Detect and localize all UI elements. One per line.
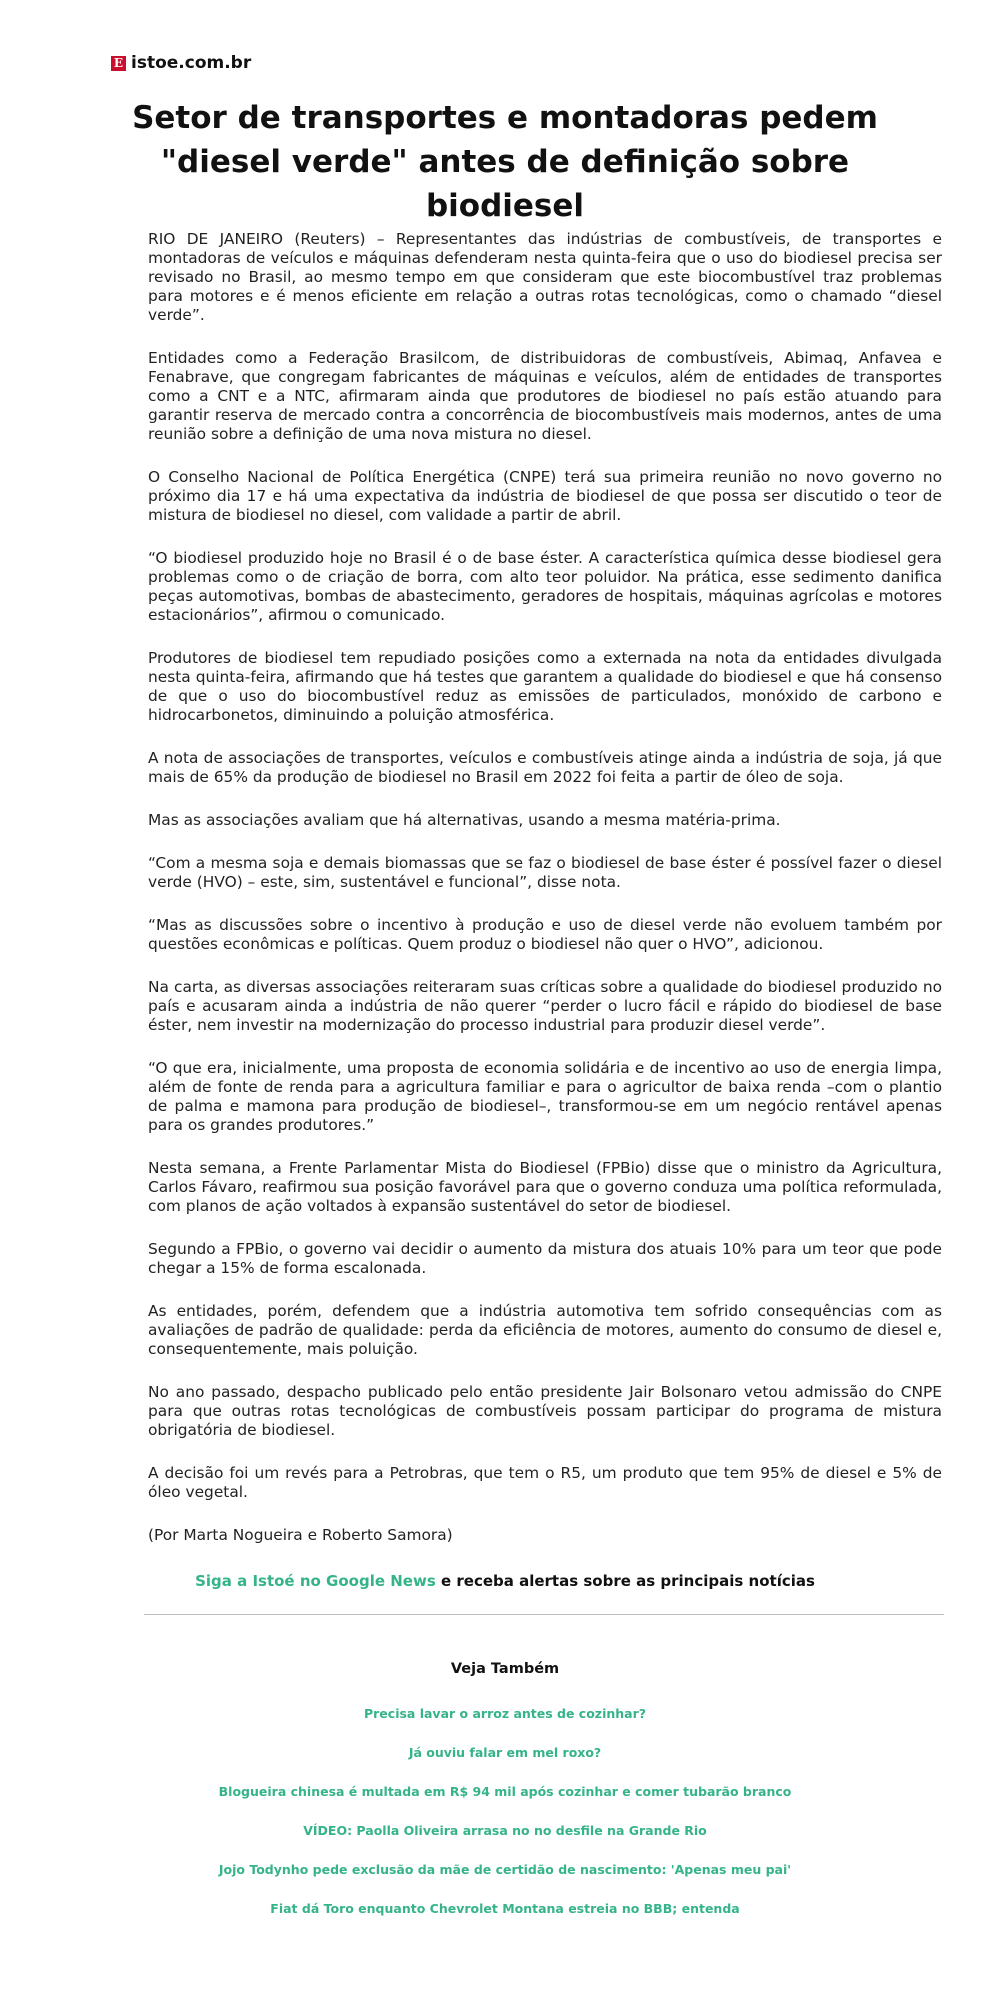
article-body bbox=[148, 230, 942, 1569]
google-news-cta bbox=[110, 1572, 900, 1590]
article-paragraph: No ano passado, despacho publicado pelo então presidente Jair Bolsonaro vetou admissão do CNPE para que outras rotas tecnológicas de combustíveis possam participar do programa de mistura obrigatória de biodiesel. bbox=[148, 1383, 942, 1439]
article-byline: (Por Marta Nogueira e Roberto Samora) bbox=[148, 1526, 453, 1544]
related-link[interactable]: VÍDEO: Paolla Oliveira arrasa no no desfile na Grande Rio bbox=[303, 1823, 707, 1838]
site-header[interactable] bbox=[111, 53, 251, 73]
related-item bbox=[110, 1781, 900, 1820]
related-link[interactable]: Fiat dá Toro enquanto Chevrolet Montana estreia no BBB; entenda bbox=[270, 1901, 740, 1916]
article-headline: Setor de transportes e montadoras pedem "diesel verde" antes de definição sobre biodiesel bbox=[132, 100, 878, 224]
related-title: Veja Também bbox=[450, 1661, 560, 1677]
article-paragraph: “O que era, inicialmente, uma proposta de economia solidária e de incentivo ao uso de energia limpa, além de fonte de renda para a agricultura familiar e para o agricultor de baixa renda –com o plantio de palma e mamona para produção de biodiesel–, transformou-se em um negócio rentável apenas para os grandes produtores.” bbox=[148, 1059, 942, 1134]
article-paragraph: “Mas as discussões sobre o incentivo à produção e uso de diesel verde não evoluem também por questões econômicas e políticas. Quem produz o biodiesel não quer o HVO”, adicionou. bbox=[148, 916, 942, 953]
related-item bbox=[110, 1898, 900, 1937]
related-link[interactable]: Precisa lavar o arroz antes de cozinhar? bbox=[363, 1706, 647, 1721]
section-divider bbox=[144, 1614, 944, 1615]
google-news-link[interactable]: Siga a Istoé no Google News bbox=[195, 1572, 436, 1590]
google-news-suffix: e receba alertas sobre as principais notícias bbox=[435, 1572, 815, 1590]
related-list bbox=[110, 1703, 900, 1937]
article-paragraph: As entidades, porém, defendem que a indústria automotiva tem sofrido consequências com as avaliações de padrão de qualidade: perda da eficiência de motores, aumento do consumo de diesel e, consequentemente, mais poluição. bbox=[148, 1302, 942, 1358]
article-paragraph: A decisão foi um revés para a Petrobras, que tem o R5, um produto que tem 95% de diesel e 5% de óleo vegetal. bbox=[148, 1464, 942, 1501]
article-paragraph: “Com a mesma soja e demais biomassas que se faz o biodiesel de base éster é possível fazer o diesel verde (HVO) – este, sim, sustentável e funcional”, disse nota. bbox=[148, 854, 942, 891]
istoe-logo-icon: E bbox=[111, 56, 126, 71]
related-link[interactable]: Já ouviu falar em mel roxo? bbox=[408, 1745, 602, 1760]
article-paragraph: Nesta semana, a Frente Parlamentar Mista do Biodiesel (FPBio) disse que o ministro da Agricultura, Carlos Fávaro, reafirmou sua posição favorável para que o governo conduza uma política reformulada, com planos de ação voltados à expansão sustentável do setor de biodiesel. bbox=[148, 1159, 942, 1215]
related-item bbox=[110, 1859, 900, 1898]
article-paragraph: Produtores de biodiesel tem repudiado posições como a externada na nota da entidades divulgada nesta quinta-feira, afirmando que há testes que garantem a qualidade do biodiesel e que há consenso de que o uso do biocombustível reduz as emissões de particulados, monóxido de carbono e hidrocarbonetos, diminuindo a poluição atmosférica. bbox=[148, 649, 942, 724]
article-paragraph: Na carta, as diversas associações reiteraram suas críticas sobre a qualidade do biodiesel produzido no país e acusaram ainda a indústria de não querer “perder o lucro fácil e rápido do biodiesel de base éster, nem investir na modernização do processo industrial para produzir diesel verde”. bbox=[148, 978, 942, 1034]
article-paragraph: “O biodiesel produzido hoje no Brasil é o de base éster. A característica química desse biodiesel gera problemas como o de criação de borra, com alto teor poluidor. Na prática, esse sedimento danifica peças automotivas, bombas de abastecimento, geradores de hospitais, máquinas agrícolas e motores estacionários”, afirmou o comunicado. bbox=[148, 549, 942, 624]
related-item bbox=[110, 1742, 900, 1781]
related-link[interactable]: Jojo Todynho pede exclusão da mãe de certidão de nascimento: 'Apenas meu pai' bbox=[218, 1862, 792, 1877]
related-item bbox=[110, 1820, 900, 1859]
article-paragraph: Mas as associações avaliam que há alternativas, usando a mesma matéria-prima. bbox=[148, 811, 781, 829]
related-item bbox=[110, 1703, 900, 1742]
article-paragraph: O Conselho Nacional de Política Energética (CNPE) terá sua primeira reunião no novo governo no próximo dia 17 e há uma expectativa da indústria de biodiesel de que possa ser discutido o teor de mistura de biodiesel no diesel, com validade a partir de abril. bbox=[148, 468, 942, 524]
site-name[interactable]: istoe.com.br bbox=[131, 53, 252, 73]
article-paragraph: RIO DE JANEIRO (Reuters) – Representantes das indústrias de combustíveis, de transportes e montadoras de veículos e máquinas defenderam nesta quinta-feira que o uso do biodiesel precisa ser revisado no Brasil, ao mesmo tempo em que consideram que este biocombustível traz problemas para motores e é menos eficiente em relação a outras rotas tecnológicas, como o chamado “diesel verde”. bbox=[148, 230, 942, 324]
related-link[interactable]: Blogueira chinesa é multada em R$ 94 mil após cozinhar e comer tubarão branco bbox=[218, 1784, 792, 1799]
article-paragraph: Entidades como a Federação Brasilcom, de distribuidoras de combustíveis, Abimaq, Anfavea e Fenabrave, que congregam fabricantes de máquinas e veículos, além de entidades de transportes como a CNT e a NTC, afirmaram ainda que produtores de biodiesel no país estão atuando para garantir reserva de mercado contra a concorrência de biocombustíveis mais modernos, antes de uma reunião sobre a definição de uma nova mistura no diesel. bbox=[148, 349, 942, 443]
article-paragraph: A nota de associações de transportes, veículos e combustíveis atinge ainda a indústria de soja, já que mais de 65% da produção de biodiesel no Brasil em 2022 foi feita a partir de óleo de soja. bbox=[148, 749, 942, 786]
article-paragraph: Segundo a FPBio, o governo vai decidir o aumento da mistura dos atuais 10% para um teor que pode chegar a 15% de forma escalonada. bbox=[148, 1240, 942, 1277]
